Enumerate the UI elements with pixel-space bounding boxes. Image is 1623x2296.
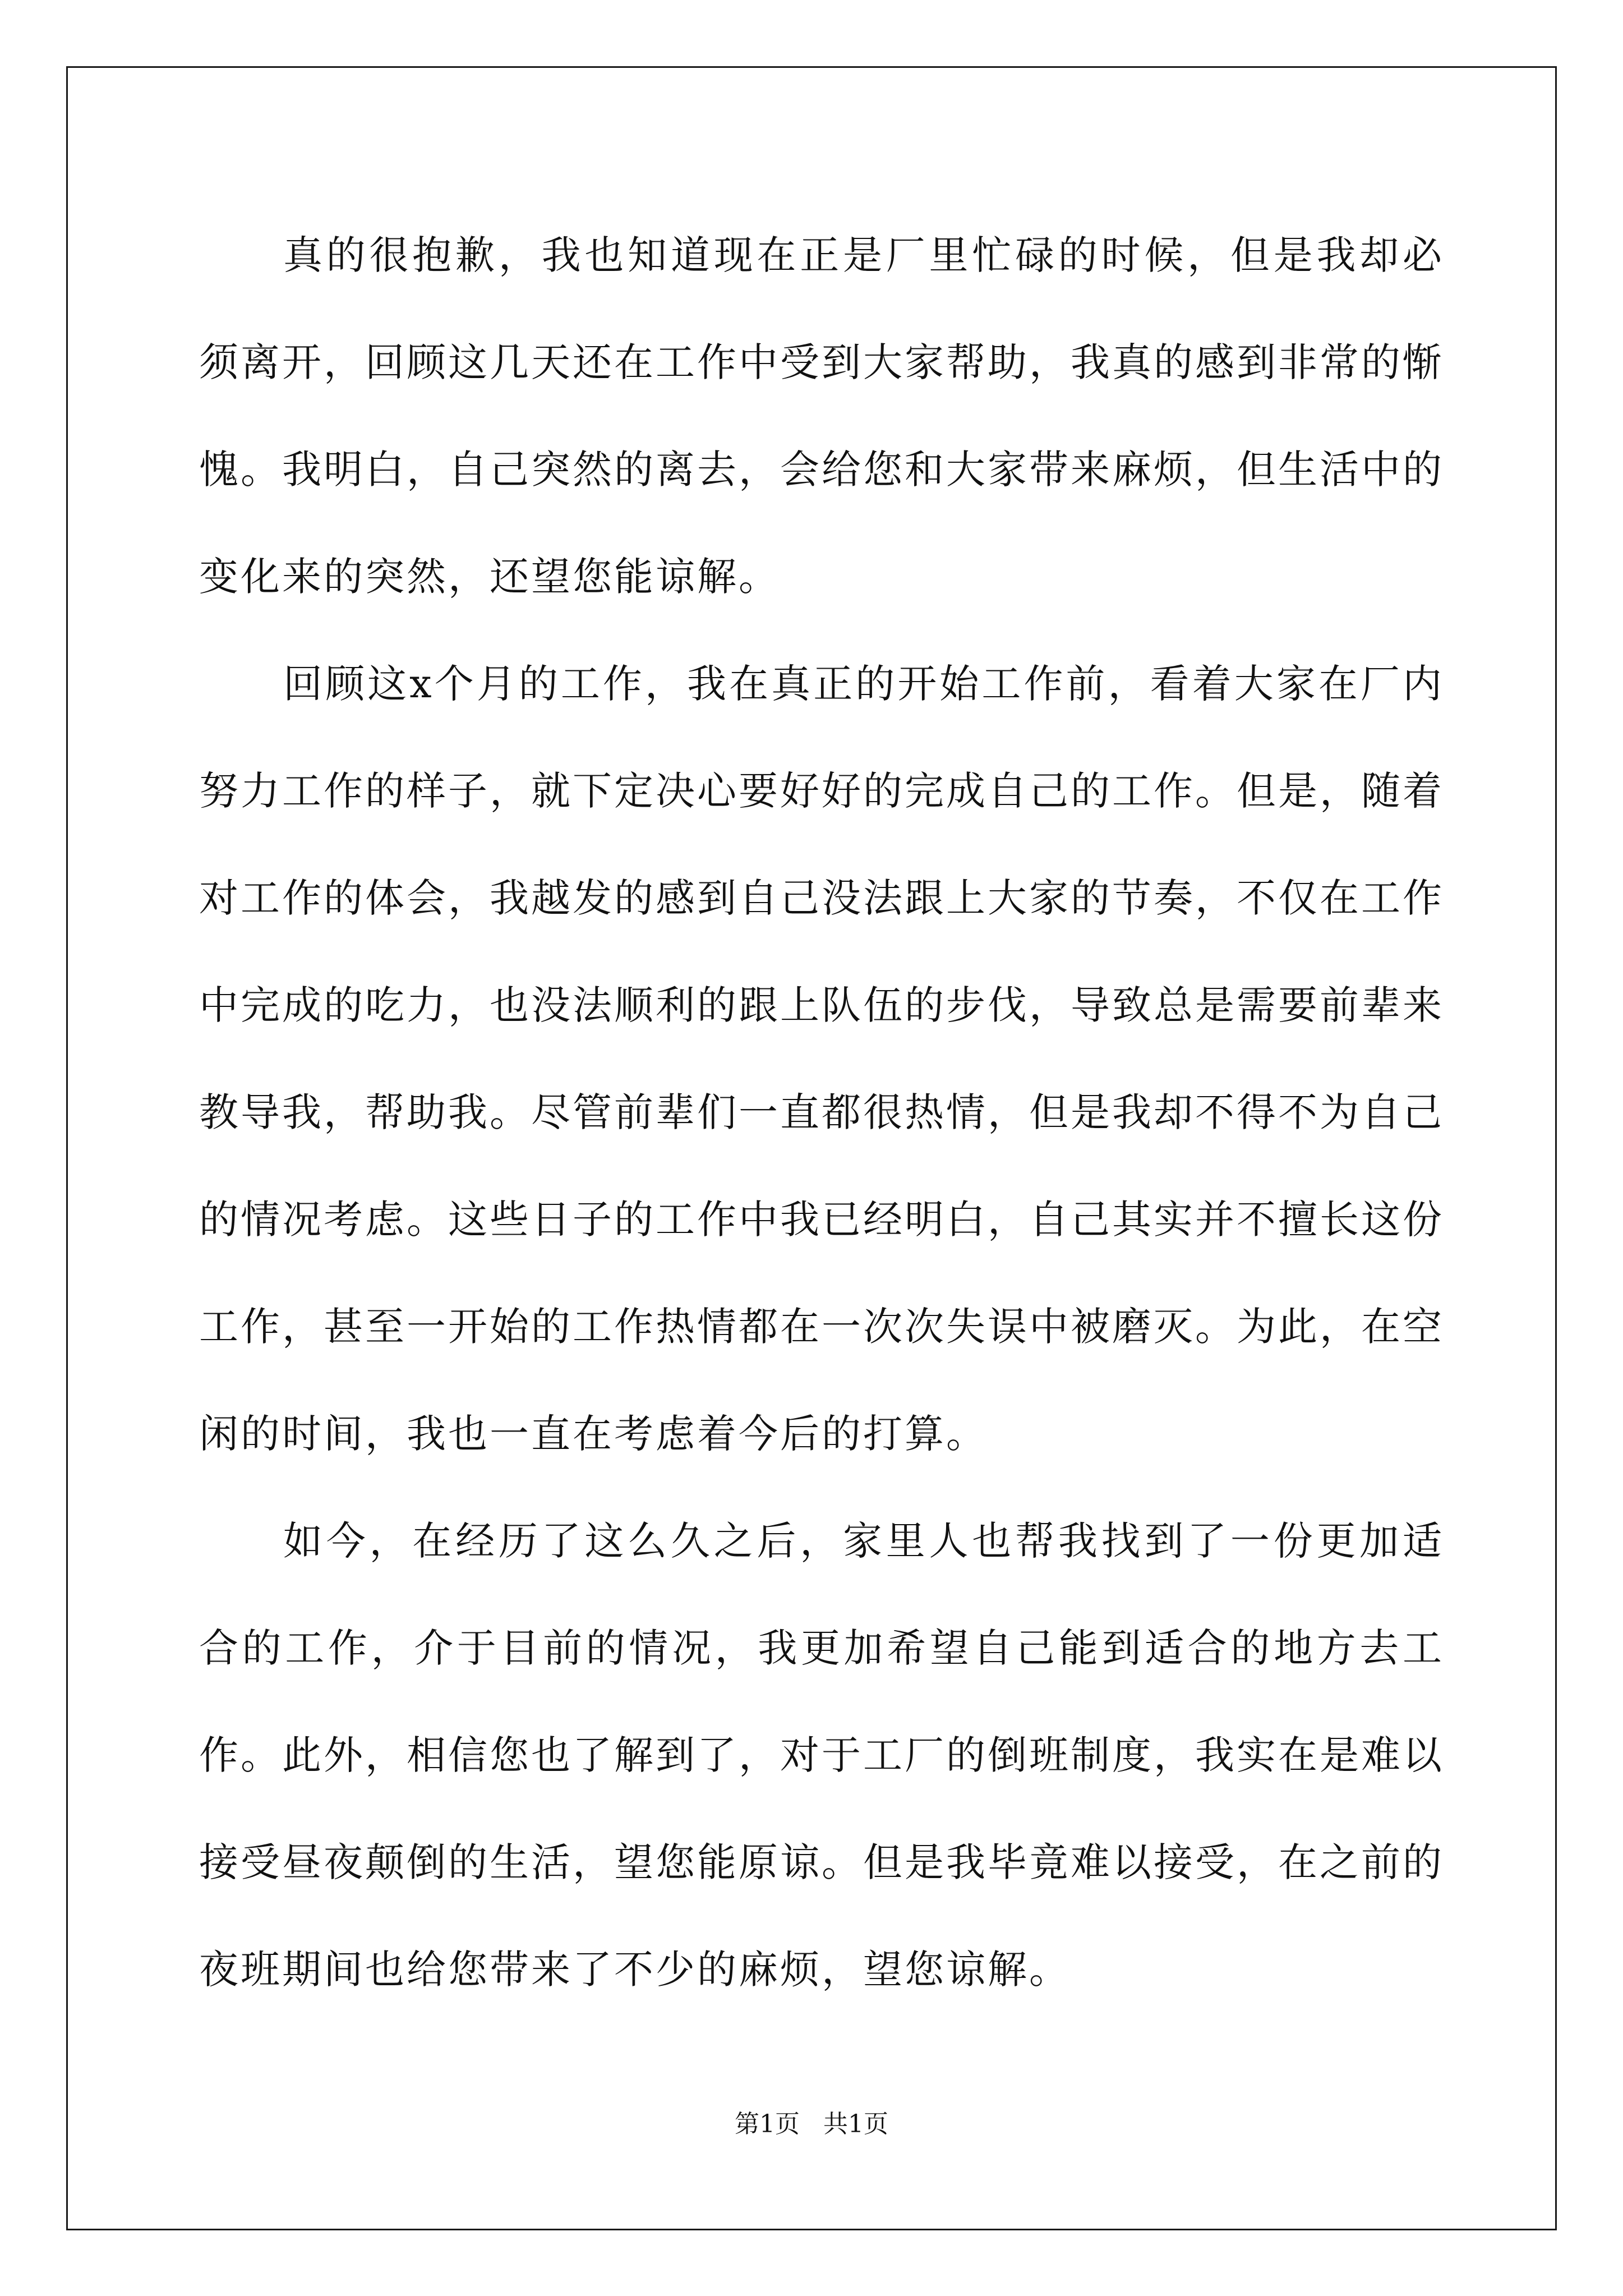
page-number: 第1页 — [735, 2110, 800, 2138]
paragraph-3: 如今，在经历了这么久之后，家里人也帮我找到了一份更加适合的工作，介于目前的情况，我更加希望自己能到适合的地方去工作。此外，相信您也了解到了，对于工厂的倒班制度，我实在是难以接受昼夜颠倒的生活，望您能原谅。但是我毕竟难以接受，在之前的夜班期间也给您带来了不少的麻烦，望您谅解。 — [199, 1518, 1444, 1993]
document-body — [199, 202, 1444, 2023]
paragraph-2: 回顾这x个月的工作，我在真正的开始工作前，看着大家在厂内努力工作的样子，就下定决心要好好的完成自己的工作。但是，随着对工作的体会，我越发的感到自己没法跟上大家的节奏，不仅在工作中完成的吃力，也没法顺利的跟上队伍的步伐，导致总是需要前辈来教导我，帮助我。尽管前辈们一直都很热情，但是我却不得不为自己的情况考虑。这些日子的工作中我已经明白，自己其实并不擅长这份工作，甚至一开始的工作热情都在一次次失误中被磨灭。为此，在空闲的时间，我也一直在考虑着今后的打算。 — [199, 661, 1444, 1457]
page-footer — [0, 2104, 1623, 2139]
page-total: 共1页 — [823, 2110, 888, 2138]
paragraph-1: 真的很抱歉，我也知道现在正是厂里忙碌的时候，但是我却必须离开，回顾这几天还在工作中受到大家帮助，我真的感到非常的惭愧。我明白，自己突然的离去，会给您和大家带来麻烦，但生活中的变化来的突然，还望您能谅解。 — [199, 232, 1444, 600]
